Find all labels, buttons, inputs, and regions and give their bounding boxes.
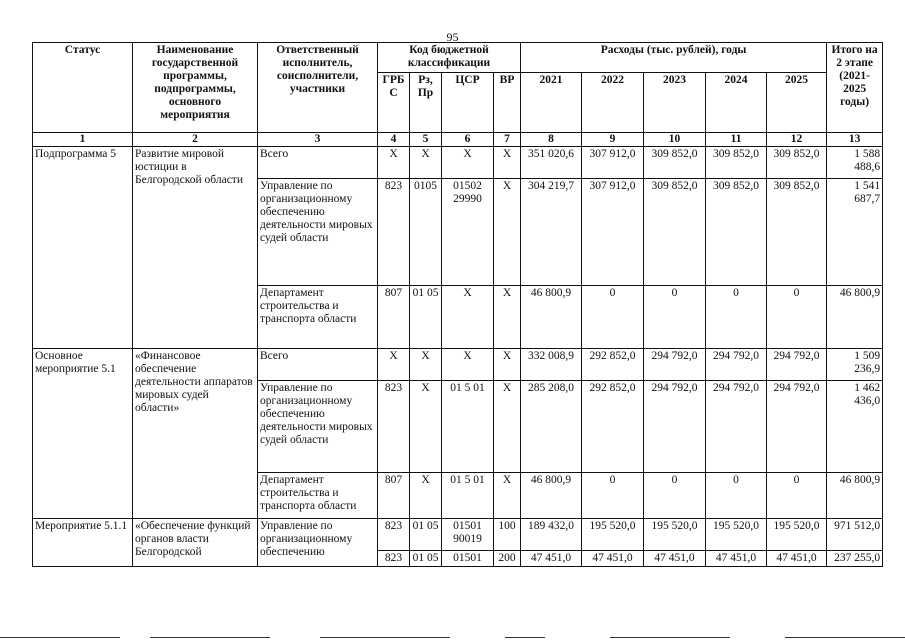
col-num: 3 (258, 133, 378, 147)
cell-2021: 304 219,7 (521, 178, 582, 285)
col-num: 8 (521, 133, 582, 147)
header-grbs: ГРБ С (378, 73, 410, 133)
scan-edge-line (505, 637, 545, 638)
cell-2023: 195 520,0 (644, 518, 706, 550)
row-name: «Обеспечение функций органов власти Белгородской (133, 518, 258, 566)
cell-rzpr: 01 05 (410, 285, 442, 348)
budget-table (32, 42, 883, 567)
cell-2022: 292 852,0 (582, 348, 644, 380)
cell-2021: 285 208,0 (521, 380, 582, 472)
cell-2022: 47 451,0 (582, 550, 644, 566)
col-num: 5 (410, 133, 442, 147)
cell-2025: 0 (767, 472, 827, 518)
cell-total: 1 462 436,0 (827, 380, 883, 472)
cell-2023: 309 852,0 (644, 146, 706, 178)
cell-total: 1 541 687,7 (827, 178, 883, 285)
cell-2022: 307 912,0 (582, 146, 644, 178)
cell-vr: X (494, 146, 521, 178)
cell-total: 1 509 236,9 (827, 348, 883, 380)
header-budget-code: Код бюджетной классификации (378, 43, 521, 73)
cell-total: 237 255,0 (827, 550, 883, 566)
col-num: 13 (827, 133, 883, 147)
cell-grbs: X (378, 146, 410, 178)
cell-2022: 292 852,0 (582, 380, 644, 472)
cell-2023: 309 852,0 (644, 178, 706, 285)
col-num: 6 (442, 133, 494, 147)
cell-2025: 0 (767, 285, 827, 348)
header-name: Наименование государственной программы, подпрограммы, основного мероприятия (133, 43, 258, 133)
cell-2021: 47 451,0 (521, 550, 582, 566)
col-num: 10 (644, 133, 706, 147)
table-row (33, 348, 883, 380)
cell-2025: 294 792,0 (767, 380, 827, 472)
cell-2022: 0 (582, 285, 644, 348)
row-responsible: Департамент строительства и транспорта области (258, 472, 378, 518)
cell-2022: 307 912,0 (582, 178, 644, 285)
cell-grbs: 823 (378, 518, 410, 550)
cell-2022: 0 (582, 472, 644, 518)
cell-2022: 195 520,0 (582, 518, 644, 550)
header-total: Итого на 2 этапе (2021-2025 годы) (827, 43, 883, 133)
col-num: 11 (706, 133, 767, 147)
cell-2025: 309 852,0 (767, 146, 827, 178)
cell-total: 1 588 488,6 (827, 146, 883, 178)
cell-2021: 189 432,0 (521, 518, 582, 550)
col-num: 1 (33, 133, 133, 147)
row-status: Подпрограмма 5 (33, 146, 133, 348)
cell-rzpr: 01 05 (410, 550, 442, 566)
cell-2025: 309 852,0 (767, 178, 827, 285)
cell-rzpr: X (410, 380, 442, 472)
header-year-2025: 2025 (767, 73, 827, 133)
cell-2025: 47 451,0 (767, 550, 827, 566)
cell-grbs: X (378, 348, 410, 380)
row-status: Мероприятие 5.1.1 (33, 518, 133, 566)
cell-vr: X (494, 348, 521, 380)
cell-2023: 0 (644, 472, 706, 518)
cell-2021: 351 020,6 (521, 146, 582, 178)
cell-2024: 294 792,0 (706, 380, 767, 472)
cell-total: 46 800,9 (827, 472, 883, 518)
cell-2023: 294 792,0 (644, 380, 706, 472)
cell-vr: X (494, 178, 521, 285)
header-csr: ЦСР (442, 73, 494, 133)
header-status: Статус (33, 43, 133, 133)
table-row (33, 146, 883, 178)
cell-2021: 46 800,9 (521, 285, 582, 348)
cell-grbs: 807 (378, 472, 410, 518)
cell-rzpr: 01 05 (410, 518, 442, 550)
header-vr: ВР (494, 73, 521, 133)
header-year-2022: 2022 (582, 73, 644, 133)
cell-rzpr: X (410, 348, 442, 380)
scan-edge-line (610, 637, 730, 638)
cell-2024: 195 520,0 (706, 518, 767, 550)
cell-2024: 309 852,0 (706, 178, 767, 285)
cell-2024: 47 451,0 (706, 550, 767, 566)
cell-vr: 200 (494, 550, 521, 566)
column-number-row (33, 133, 883, 147)
row-responsible: Управление по организационному обеспечению деятельности мировых судей области (258, 178, 378, 285)
scan-edge-line (320, 637, 450, 638)
cell-2025: 195 520,0 (767, 518, 827, 550)
cell-total: 46 800,9 (827, 285, 883, 348)
col-num: 4 (378, 133, 410, 147)
cell-total: 971 512,0 (827, 518, 883, 550)
cell-grbs: 807 (378, 285, 410, 348)
col-num: 7 (494, 133, 521, 147)
header-rzpr: Рз, Пр (410, 73, 442, 133)
cell-csr: X (442, 348, 494, 380)
cell-2021: 46 800,9 (521, 472, 582, 518)
cell-grbs: 823 (378, 178, 410, 285)
cell-grbs: 823 (378, 550, 410, 566)
cell-csr: X (442, 285, 494, 348)
cell-2024: 309 852,0 (706, 146, 767, 178)
row-status: Основное мероприятие 5.1 (33, 348, 133, 518)
cell-2024: 294 792,0 (706, 348, 767, 380)
cell-2025: 294 792,0 (767, 348, 827, 380)
cell-vr: 100 (494, 518, 521, 550)
row-responsible: Департамент строительства и транспорта области (258, 285, 378, 348)
row-name: «Финансовое обеспечение деятельности аппаратов мировых судей области» (133, 348, 258, 518)
col-num: 9 (582, 133, 644, 147)
cell-vr: X (494, 472, 521, 518)
header-responsible: Ответственный исполнитель, соисполнители, участники (258, 43, 378, 133)
cell-grbs: 823 (378, 380, 410, 472)
cell-csr: 01502 29990 (442, 178, 494, 285)
cell-csr: X (442, 146, 494, 178)
cell-rzpr: X (410, 146, 442, 178)
cell-csr: 01501 90019 (442, 518, 494, 550)
header-year-2021: 2021 (521, 73, 582, 133)
page-number: 95 (446, 30, 459, 44)
cell-vr: X (494, 380, 521, 472)
cell-rzpr: 0105 (410, 178, 442, 285)
col-num: 12 (767, 133, 827, 147)
row-name: Развитие мировой юстиции в Белгородской области (133, 146, 258, 348)
col-num: 2 (133, 133, 258, 147)
cell-csr: 01501 (442, 550, 494, 566)
row-responsible: Управление по организационному обеспечению (258, 518, 378, 566)
header-expenses: Расходы (тыс. рублей), годы (521, 43, 827, 73)
row-responsible: Управление по организационному обеспечению деятельности мировых судей области (258, 380, 378, 472)
cell-2024: 0 (706, 285, 767, 348)
cell-2023: 47 451,0 (644, 550, 706, 566)
cell-2021: 332 008,9 (521, 348, 582, 380)
scan-edge-line (0, 637, 120, 638)
table-row (33, 518, 883, 550)
cell-2023: 294 792,0 (644, 348, 706, 380)
cell-2023: 0 (644, 285, 706, 348)
cell-2024: 0 (706, 472, 767, 518)
cell-csr: 01 5 01 (442, 380, 494, 472)
header-year-2023: 2023 (644, 73, 706, 133)
row-responsible: Всего (258, 348, 378, 380)
header-year-2024: 2024 (706, 73, 767, 133)
scan-edge-line (150, 637, 270, 638)
scan-edge-line (785, 637, 905, 638)
row-responsible: Всего (258, 146, 378, 178)
cell-rzpr: X (410, 472, 442, 518)
cell-vr: X (494, 285, 521, 348)
cell-csr: 01 5 01 (442, 472, 494, 518)
